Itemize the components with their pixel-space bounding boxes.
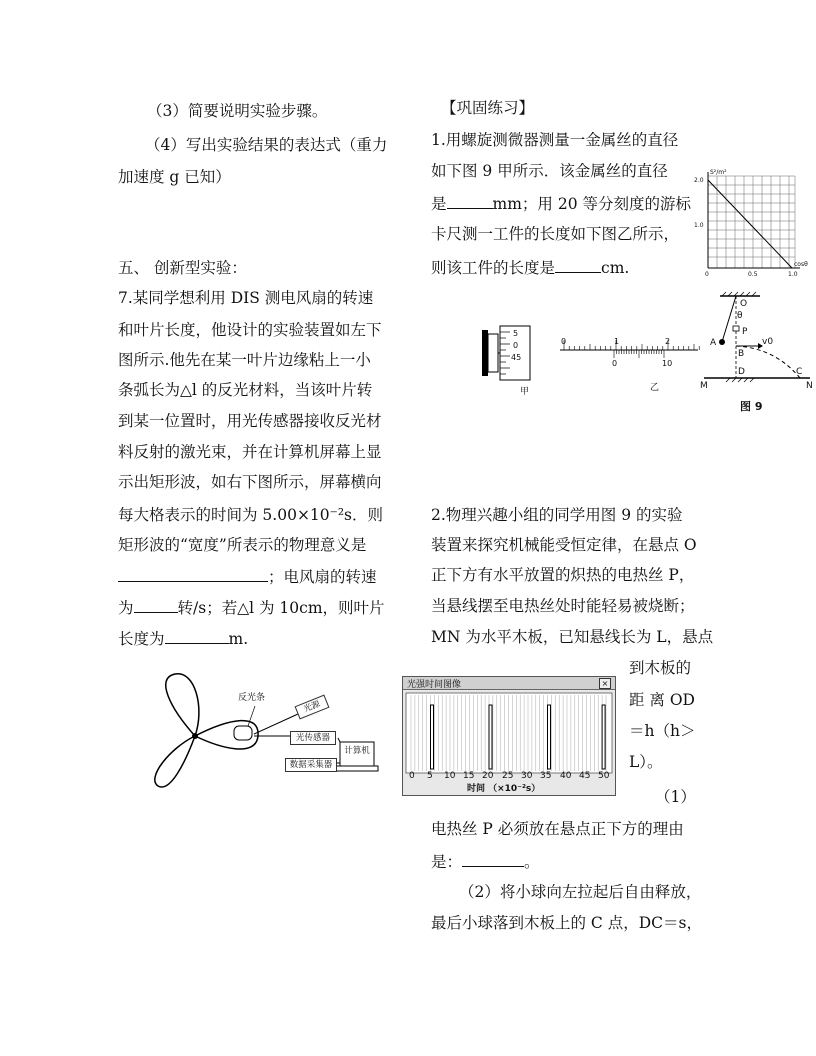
fan-blade bbox=[166, 674, 199, 736]
q7-line: 图所示.他先在某一叶片边缘粘上一小 bbox=[118, 351, 371, 369]
pendulum-label: N bbox=[806, 381, 813, 391]
square-wave-plot bbox=[406, 693, 612, 773]
pendulum-label: θ bbox=[737, 311, 743, 321]
answer-blank[interactable] bbox=[447, 192, 493, 209]
q2-line: ＝h（h＞ bbox=[629, 722, 696, 740]
step-item-4-cont: 加速度 g 已知） bbox=[118, 168, 231, 186]
caliper-vernier-tick: 10 bbox=[662, 359, 673, 368]
q7-line: 到某一位置时，用光传感器接收反光材 bbox=[118, 412, 382, 430]
pendulum-label: A bbox=[710, 338, 717, 348]
q2-subpart-1: （1） bbox=[655, 788, 696, 806]
graph-ytick: 1.0 bbox=[694, 222, 704, 229]
plot-xaxis-ticks bbox=[403, 771, 615, 781]
data-collector: 数据采集器 bbox=[285, 758, 337, 772]
laser-source: 光源 bbox=[295, 695, 330, 720]
q7-line: 矩形波的“宽度”所表示的物理意义是 bbox=[118, 536, 367, 554]
square-wave-pulse bbox=[489, 705, 492, 769]
q2-line: MN 为水平木板，已知悬线长为 L，悬点 bbox=[431, 628, 714, 646]
q7-line: 料反射的激光束，并在计算机屏幕上显 bbox=[118, 443, 382, 461]
answer-blank[interactable] bbox=[134, 596, 178, 613]
q7-line: 示出矩形波，如右下图所示，屏幕横向 bbox=[118, 473, 382, 491]
practice-heading: 【巩固练习】 bbox=[441, 99, 535, 117]
x-tick: 40 bbox=[560, 771, 572, 781]
pendulum-figure bbox=[700, 290, 815, 413]
figure-caption: 图 9 bbox=[740, 400, 763, 413]
x-tick: 20 bbox=[482, 771, 494, 781]
light-intensity-window bbox=[402, 676, 616, 796]
q7-line: 条弧长为△l 的反光材料，当该叶片转 bbox=[118, 381, 373, 399]
micrometer-tick: 45 bbox=[511, 353, 522, 362]
q2-line: 正下方有水平放置的炽热的电热丝 P， bbox=[431, 566, 695, 584]
answer-blank[interactable] bbox=[118, 565, 268, 582]
x-tick: 35 bbox=[540, 771, 552, 781]
q7-line: 为 转/s；若△l 为 10cm，则叶片 bbox=[118, 596, 385, 618]
graph-xtick: 0 bbox=[705, 271, 709, 278]
pendulum-label: O bbox=[740, 299, 748, 309]
x-tick: 45 bbox=[579, 771, 591, 781]
close-button[interactable]: × bbox=[599, 678, 611, 689]
q1-line: 则该工件的长度是 cm. bbox=[431, 256, 629, 278]
light-sensor: 光传感器 bbox=[290, 731, 336, 745]
x-tick: 10 bbox=[444, 771, 456, 781]
plot-xlabel: 时间 （×10⁻²s） bbox=[467, 784, 541, 794]
q7-line: 7.某同学想利用 DIS 测电风扇的转速 bbox=[118, 289, 374, 307]
pendulum-label: P bbox=[742, 327, 748, 337]
step-item-3: （3）简要说明实验步骤。 bbox=[147, 102, 328, 120]
q2-line: 装置来探究机械能受恒定律，在悬点 O bbox=[431, 536, 697, 554]
q2-line: 电热丝 P 必须放在悬点正下方的理由 bbox=[431, 820, 684, 838]
x-tick: 25 bbox=[502, 771, 514, 781]
q7-line: ；电风扇的转速 bbox=[118, 565, 377, 587]
q2-line: 当悬线摆至电热丝处时能轻易被烧断； bbox=[431, 597, 695, 615]
caliper-vernier-tick: 0 bbox=[612, 359, 618, 368]
caliper-main-tick: 1 bbox=[614, 337, 620, 346]
figure-caption: 乙 bbox=[650, 383, 660, 393]
micrometer-tick: 0 bbox=[513, 341, 519, 350]
graph-ylabel: S²/m² bbox=[710, 169, 727, 176]
graph-ytick: 2.0 bbox=[694, 177, 704, 184]
answer-blank[interactable] bbox=[555, 256, 601, 273]
q1-line: 1.用螺旋测微器测量一金属丝的直径 bbox=[431, 131, 679, 149]
graph-xtick: 0.5 bbox=[748, 271, 758, 278]
graph-xlabel: cosθ bbox=[794, 261, 808, 268]
q2-line: 2.物理兴趣小组的同学用图 9 的实验 bbox=[431, 506, 683, 524]
q2-line: L）。 bbox=[629, 753, 663, 771]
square-wave-pulse bbox=[602, 705, 605, 769]
computer: 计算机 bbox=[344, 746, 370, 756]
section-heading: 五、 创新型实验： bbox=[118, 259, 247, 277]
q2-line: 到木板的 bbox=[629, 659, 692, 677]
x-tick: 50 bbox=[598, 771, 610, 781]
q2-line: 是： 。 bbox=[431, 850, 540, 872]
x-tick: 15 bbox=[463, 771, 475, 781]
q2-line: 最后小球落到木板上的 C 点，DC＝s， bbox=[431, 914, 702, 932]
square-wave-pulse bbox=[431, 705, 434, 769]
x-tick: 5 bbox=[427, 771, 433, 781]
s2-cos-graph bbox=[694, 168, 810, 278]
q7-line: 和叶片长度，他设计的实验装置如左下 bbox=[118, 321, 382, 339]
micrometer-tick: 5 bbox=[513, 329, 519, 338]
fan-apparatus bbox=[150, 668, 390, 798]
caliper-main-tick: 0 bbox=[561, 337, 567, 346]
reflector-strip bbox=[234, 726, 252, 740]
pendulum-label: B bbox=[738, 349, 745, 359]
answer-blank[interactable] bbox=[462, 850, 524, 867]
window-titlebar bbox=[403, 677, 615, 690]
caliper-figure bbox=[558, 332, 703, 412]
fan-blade bbox=[155, 736, 195, 787]
q7-line: 长度为 m. bbox=[118, 627, 248, 649]
x-tick: 30 bbox=[521, 771, 533, 781]
q1-line: 是 mm；用 20 等分刻度的游标 bbox=[431, 192, 691, 214]
figure-caption: 甲 bbox=[520, 387, 530, 397]
micrometer-figure bbox=[480, 320, 540, 400]
pendulum-label: M bbox=[700, 381, 708, 391]
window-title: 光强时间图像 bbox=[407, 680, 462, 690]
q7-line: 每大格表示的时间为 5.00×10⁻²s．则 bbox=[118, 506, 383, 524]
graph-xtick: 1.0 bbox=[788, 271, 798, 278]
answer-blank[interactable] bbox=[165, 627, 229, 644]
pendulum-label: D bbox=[738, 367, 745, 377]
pendulum-label: v0 bbox=[762, 337, 774, 347]
square-wave-pulse bbox=[548, 705, 551, 769]
q2-subpart-2: （2）将小球向左拉起后自由释放， bbox=[459, 883, 702, 901]
caliper-main-tick: 2 bbox=[665, 337, 671, 346]
step-item-4: （4）写出实验结果的表达式（重力 bbox=[145, 136, 388, 154]
q2-line: 距 离 OD bbox=[629, 691, 695, 709]
q1-line: 如下图 9 甲所示．该金属丝的直径 bbox=[431, 162, 668, 180]
reflector-label: 反光条 bbox=[238, 693, 266, 703]
x-tick: 0 bbox=[409, 771, 415, 781]
q1-line: 卡尺测一工件的长度如下图乙所示， bbox=[431, 225, 680, 243]
pendulum-label: C bbox=[796, 367, 803, 377]
